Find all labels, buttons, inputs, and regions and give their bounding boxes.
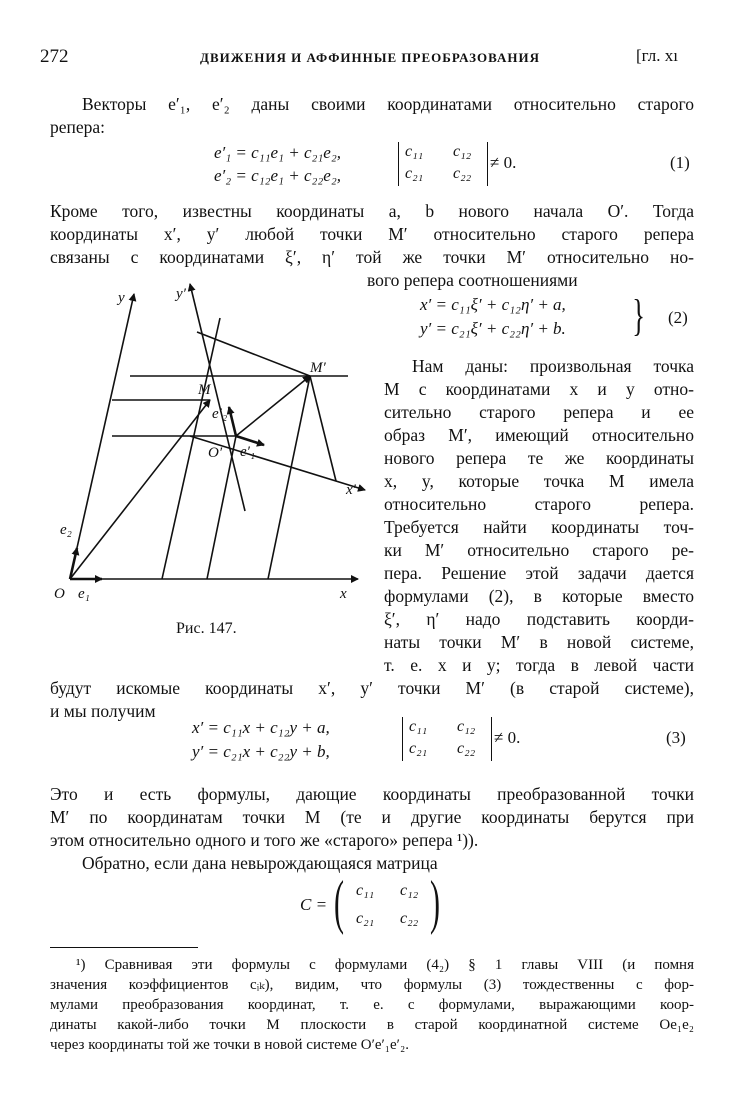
- para1-line1: Векторы e′₁, e′₂ даны своими координатами относительно старого: [82, 94, 694, 114]
- para2-line4: вого репера соотношениями: [367, 270, 578, 290]
- para4-line3: этом относительно одного и того же «старого» репера ¹)).: [50, 830, 479, 850]
- para3-column: [384, 355, 694, 677]
- figure-147: [40, 276, 380, 616]
- footnote-line3: мулами преобразования координат, т. е. с формулами, выражающими коор-: [50, 997, 694, 1013]
- label-e2-prime: e′₂: [212, 406, 228, 422]
- para3-line-11: ξ′, η′ надо подставить коорди-: [384, 609, 694, 629]
- construction-line-5: [310, 376, 336, 481]
- eq3-determinant: [402, 717, 492, 761]
- matrix-lhs: C =: [300, 895, 328, 914]
- construction-line-4: [197, 332, 310, 376]
- det3-c22: c₂₂: [457, 740, 476, 757]
- para3-tail2: и мы получим: [50, 701, 156, 721]
- footnote-line5: через координаты той же точки в новой системе O′e′₁e′₂.: [50, 1037, 409, 1053]
- para3-line-10: формулами (2), в которые вместо: [384, 586, 694, 606]
- para3-line-3: образ M′, имеющий относительно: [384, 425, 694, 445]
- eq3-row1: x′ = c₁₁x + c₁₂y + a,: [192, 718, 330, 737]
- eq1-number: (1): [670, 153, 690, 172]
- para2-line2: координаты x′, y′ любой точки M′ относительно старого репера: [50, 224, 694, 244]
- matrix-paren-right: ): [430, 869, 440, 935]
- det3-c21: c₂₁: [409, 740, 428, 757]
- construction-line-3: [268, 376, 310, 579]
- para3-line-4: нового репера те же координаты: [384, 448, 694, 468]
- figure-caption: Рис. 147.: [176, 620, 237, 637]
- label-y: y: [118, 290, 125, 306]
- para3-line-2: сительно старого репера и ее: [384, 402, 694, 422]
- label-y-prime: y′: [176, 286, 186, 302]
- eq1-determinant: [398, 142, 488, 186]
- para4-line2: M′ по координатам точки M (те и другие координаты берутся при: [50, 807, 694, 827]
- para3-line-6: относительно старого репера.: [384, 494, 694, 514]
- matrix-paren-left: (: [334, 869, 344, 935]
- footnote-rule: [50, 947, 198, 948]
- label-e1-prime: e′₁: [240, 444, 256, 460]
- eq1-row2: e′₂ = c₁₂e₁ + c₂₂e₂,: [214, 166, 342, 185]
- para2-line1: Кроме того, известны координаты a, b нового начала O′. Тогда: [50, 201, 694, 221]
- label-M-prime: M′: [310, 360, 326, 376]
- footnote-line2: значения коэффициентов cᵢₖ), видим, что формулы (3) тождественны с фор-: [50, 977, 694, 993]
- eq1-ne: ≠ 0.: [490, 153, 517, 172]
- eq3-number: (3): [666, 728, 686, 747]
- label-e2: e₂: [60, 522, 72, 538]
- eq2-brace: }: [632, 291, 645, 340]
- label-O-prime: O′: [208, 445, 223, 461]
- footnote-line4: динаты какой-либо точки M плоскости в старой координатной системе Oe₁e₂: [50, 1017, 694, 1033]
- para1-line2: репера:: [50, 117, 106, 137]
- para3-line-12: наты точки M′ в новой системе,: [384, 632, 694, 652]
- running-title: ДВИЖЕНИЯ И АФФИННЫЕ ПРЕОБРАЗОВАНИЯ: [200, 50, 540, 65]
- para5-line1: Обратно, если дана невырождающаяся матрица: [82, 853, 438, 873]
- label-M: M: [198, 382, 211, 398]
- eq1-row1: e′₁ = c₁₁e₁ + c₂₁e₂,: [214, 143, 342, 162]
- vector-OM: [70, 400, 210, 579]
- para3-line-8: ки M′ относительно старого ре-: [384, 540, 694, 560]
- eq2-row2: y′ = c₂₁ξ′ + c₂₂η′ + b.: [420, 319, 566, 338]
- eq2-row1: x′ = c₁₁ξ′ + c₁₂η′ + a,: [420, 295, 566, 314]
- label-x: x: [340, 586, 347, 602]
- det3-c11: c₁₁: [409, 718, 428, 735]
- det1-c21: c₂₁: [405, 165, 424, 182]
- para3-line-0: Нам даны: произвольная точка: [412, 356, 694, 376]
- footnote-line1: ¹) Сравнивая эти формулы с формулами (4₂) § 1 главы VIII (и помня: [76, 957, 694, 973]
- vector-e2-prime: [229, 407, 236, 436]
- det1-c11: c₁₁: [405, 143, 424, 160]
- eq3-ne: ≠ 0.: [494, 728, 521, 747]
- label-e1: e₁: [78, 586, 90, 602]
- eq2-number: (2): [668, 308, 688, 327]
- para2-line3: связаны с координатами ξ′, η′ той же точки M′ относительно но-: [50, 247, 694, 267]
- chapter-label: [гл. xı: [636, 46, 678, 65]
- page-number: 272: [40, 46, 69, 67]
- matrix-c22: c₂₂: [400, 910, 419, 927]
- label-O: O: [54, 586, 65, 602]
- matrix-c11: c₁₁: [356, 882, 375, 899]
- det1-c22: c₂₂: [453, 165, 472, 182]
- para3-line-7: Требуется найти координаты точ-: [384, 517, 694, 537]
- para3-line-1: M с координатами x и y отно-: [384, 379, 694, 399]
- para4-line1: Это и есть формулы, дающие координаты преобразованной точки: [50, 784, 694, 804]
- label-x-prime: x′: [346, 482, 356, 498]
- para3-line-9: пера. Решение этой задачи дается: [384, 563, 694, 583]
- matrix-c12: c₁₂: [400, 882, 419, 899]
- para3-line-13: т. е. x и y; тогда в левой части: [384, 655, 694, 675]
- det1-c12: c₁₂: [453, 143, 472, 160]
- para3-tail1: будут искомые координаты x′, y′ точки M′ (в старой системе),: [50, 678, 694, 698]
- eq3-row2: y′ = c₂₁x + c₂₂y + b,: [192, 742, 330, 761]
- det3-c12: c₁₂: [457, 718, 476, 735]
- para3-line-5: x, y, которые точка M имела: [384, 471, 694, 491]
- matrix-c21: c₂₁: [356, 910, 375, 927]
